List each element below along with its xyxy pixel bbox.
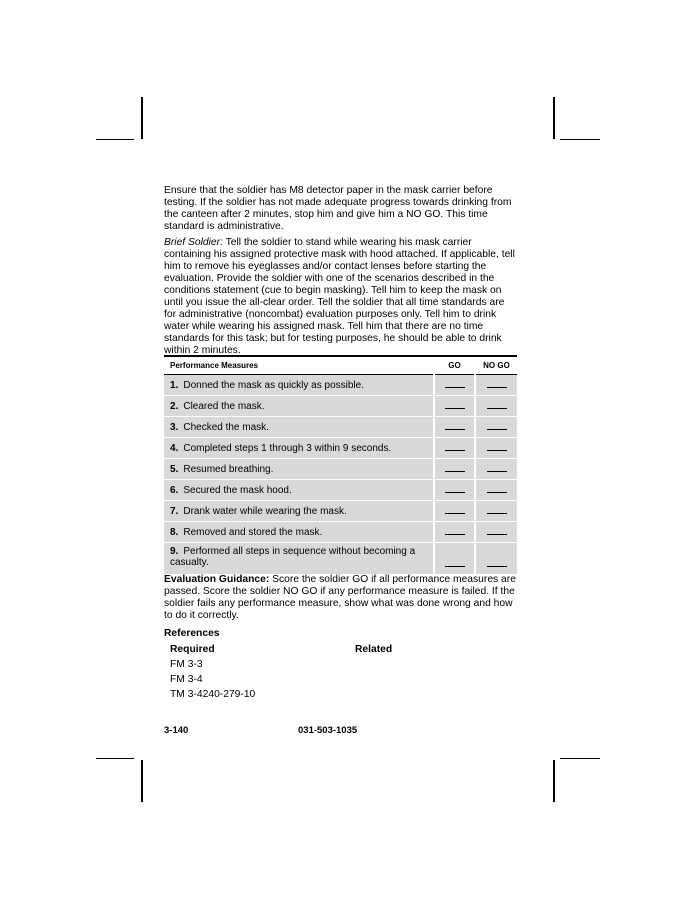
go-cell[interactable]: [434, 459, 475, 480]
brief-soldier-text: Tell the soldier to stand while wearing his mask carrier containing his assigned protective mask with hood attached. If applicable, tell him to remove his eyeglasses and/or contact lenses before starting the evaluation. Provide the soldier with one of the scenarios described in the conditions statement (cue to begin masking). Tell him to keep the mask on until you issue the all-clear order. Tell the soldier that all time standards are for administrative (noncombat) evaluation purposes only. Tell him to drink water while wearing his assigned mask. Tell him that there are no time standards for this task; but for testing purposes, he should be able to drink within 2 minutes.: [164, 237, 515, 356]
crop-mark-top-left-vertical: [141, 97, 143, 139]
table-header-row: [164, 356, 517, 375]
reference-item: FM 3-3: [170, 659, 203, 670]
table-row: [164, 438, 517, 459]
measure-number: 7.: [170, 505, 179, 517]
header-performance-measures: Performance Measures: [164, 356, 434, 375]
measure-cell: [164, 438, 434, 459]
table-row: [164, 501, 517, 522]
nogo-cell[interactable]: [475, 438, 517, 459]
crop-mark-bottom-right-vertical: [553, 760, 555, 802]
reference-item: FM 3-4: [170, 674, 203, 685]
references-related-label: Related: [355, 644, 393, 655]
nogo-blank[interactable]: [487, 471, 507, 472]
nogo-cell[interactable]: [475, 459, 517, 480]
go-blank[interactable]: [445, 534, 465, 535]
table-row: [164, 375, 517, 396]
nogo-blank[interactable]: [487, 513, 507, 514]
go-blank[interactable]: [445, 513, 465, 514]
nogo-cell[interactable]: [475, 375, 517, 396]
nogo-cell[interactable]: [475, 501, 517, 522]
performance-measures-table: [164, 355, 517, 575]
references-heading: References: [164, 628, 220, 639]
measure-number: 6.: [170, 484, 179, 496]
brief-soldier-label: Brief Soldier:: [164, 237, 223, 248]
go-blank[interactable]: [445, 408, 465, 409]
measure-number: 8.: [170, 526, 179, 538]
table-row: [164, 459, 517, 480]
nogo-blank[interactable]: [487, 534, 507, 535]
nogo-cell[interactable]: [475, 396, 517, 417]
measure-cell: [164, 396, 434, 417]
go-cell[interactable]: [434, 417, 475, 438]
measure-cell: [164, 543, 434, 575]
crop-mark-bottom-right-horizontal: [560, 758, 600, 759]
crop-mark-bottom-left-horizontal: [96, 758, 134, 759]
nogo-blank[interactable]: [487, 387, 507, 388]
reference-item: TM 3-4240-279-10: [170, 689, 256, 700]
go-cell[interactable]: [434, 375, 475, 396]
crop-mark-top-right-horizontal: [560, 139, 600, 140]
intro-paragraph-block: [164, 185, 516, 233]
nogo-blank[interactable]: [487, 492, 507, 493]
measure-number: 1.: [170, 379, 179, 391]
crop-mark-top-right-vertical: [553, 97, 555, 139]
measure-text: Resumed breathing.: [183, 463, 274, 475]
nogo-cell[interactable]: [475, 543, 517, 575]
nogo-cell[interactable]: [475, 480, 517, 501]
crop-mark-top-left-horizontal: [96, 139, 134, 140]
nogo-cell[interactable]: [475, 522, 517, 543]
measure-number: 4.: [170, 442, 179, 454]
header-go: GO: [434, 356, 475, 375]
measure-text: Performed all steps in sequence without becoming a casualty.: [170, 546, 416, 568]
measure-number: 2.: [170, 400, 179, 412]
nogo-blank[interactable]: [487, 566, 507, 567]
measure-cell: [164, 480, 434, 501]
measure-number: 9.: [170, 546, 179, 557]
go-cell[interactable]: [434, 438, 475, 459]
measure-text: Drank water while wearing the mask.: [183, 505, 347, 517]
go-blank[interactable]: [445, 429, 465, 430]
measure-cell: [164, 501, 434, 522]
measure-text: Removed and stored the mask.: [183, 526, 323, 538]
go-cell[interactable]: [434, 480, 475, 501]
go-cell[interactable]: [434, 522, 475, 543]
go-blank[interactable]: [445, 450, 465, 451]
table-row: [164, 480, 517, 501]
page-number: 3-140: [164, 725, 189, 736]
go-cell[interactable]: [434, 396, 475, 417]
intro-paragraph: Ensure that the soldier has M8 detector paper in the mask carrier before testing. If the soldier has not made adequate progress towards drinking from the canteen after 2 minutes, stop him and give him a NO GO. This time standard is administrative.: [164, 185, 512, 232]
measure-text: Completed steps 1 through 3 within 9 seconds.: [183, 442, 392, 454]
evaluation-guidance-text: Score the soldier GO if all performance measures are passed. Score the soldier NO GO if any performance measure is failed. If the soldier fails any performance measure, show what was done wrong and how to do it correctly.: [164, 574, 516, 621]
table-row: [164, 522, 517, 543]
evaluation-guidance-label: Evaluation Guidance:: [164, 574, 270, 585]
measure-text: Checked the mask.: [183, 421, 269, 433]
nogo-blank[interactable]: [487, 408, 507, 409]
measure-cell: [164, 522, 434, 543]
go-cell[interactable]: [434, 543, 475, 575]
measure-text: Secured the mask hood.: [183, 484, 292, 496]
document-number: 031-503-1035: [298, 725, 358, 736]
header-nogo: NO GO: [475, 356, 517, 375]
go-blank[interactable]: [445, 387, 465, 388]
go-cell[interactable]: [434, 501, 475, 522]
measure-text: Cleared the mask.: [183, 400, 265, 412]
nogo-blank[interactable]: [487, 450, 507, 451]
measure-cell: [164, 417, 434, 438]
brief-soldier-block: [164, 237, 516, 357]
measure-text: Donned the mask as quickly as possible.: [183, 379, 364, 391]
go-blank[interactable]: [445, 471, 465, 472]
table-row: [164, 396, 517, 417]
go-blank[interactable]: [445, 492, 465, 493]
measure-number: 5.: [170, 463, 179, 475]
measure-number: 3.: [170, 421, 179, 433]
table-row: [164, 417, 517, 438]
go-blank[interactable]: [445, 566, 465, 567]
nogo-cell[interactable]: [475, 417, 517, 438]
table-row: [164, 543, 517, 575]
references-required-label: Required: [170, 644, 215, 655]
nogo-blank[interactable]: [487, 429, 507, 430]
evaluation-guidance-block: [164, 574, 516, 622]
measure-cell: [164, 375, 434, 396]
measure-cell: [164, 459, 434, 480]
crop-mark-bottom-left-vertical: [141, 760, 143, 802]
